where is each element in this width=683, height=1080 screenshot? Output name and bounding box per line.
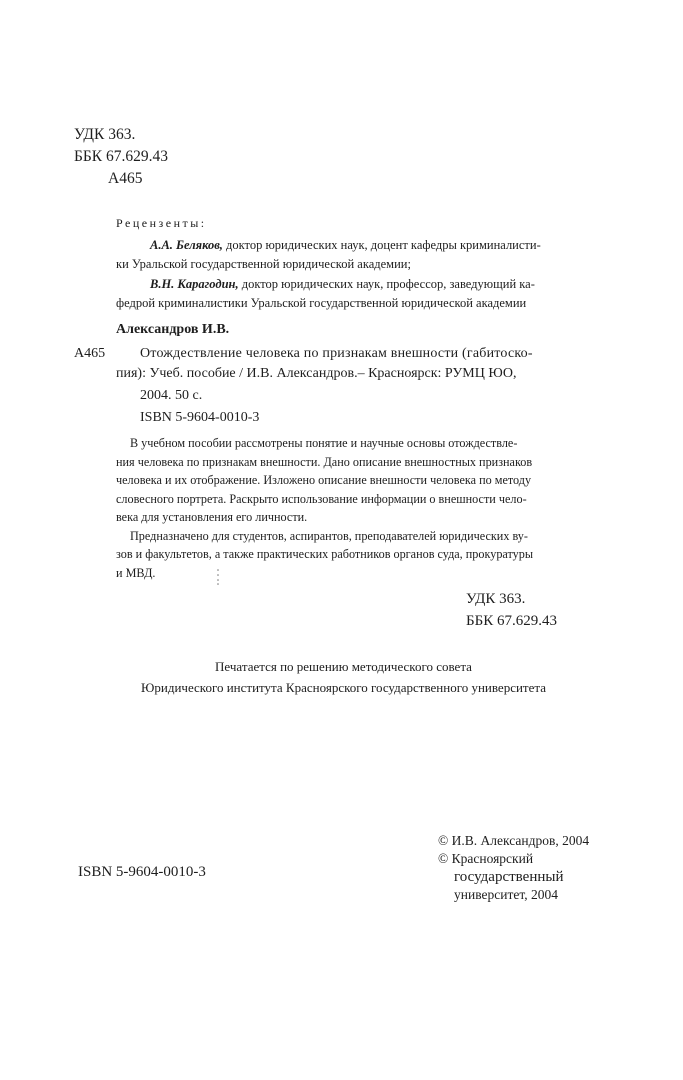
annotation-line-1: В учебном пособии рассмотрены понятие и научные основы отождествле- [130,436,518,450]
catalog-title-line-2: пия): Учеб. пособие / И.В. Александров.– Красноярск: РУМЦ ЮО, [116,366,517,381]
reviewers-heading: Рецензенты: [116,216,207,230]
catalog-code: А465 [74,346,106,361]
annotation-line-8: и МВД. [116,565,156,580]
annotation-line-7: зов и факультетов, а также практических работников органов суда, прокуратуры [116,547,534,561]
reviewer-1-line-2: ки Уральской государственной юридической академии; [116,257,411,271]
printed-by-line-2: Юридического института Красноярского государственного университета [141,680,546,695]
printed-by-note [116,656,571,698]
annotation-line-4: словесного портрета. Раскрыто использование информации о внешности чело- [116,491,527,506]
reviewer-2-name: В.Н. Карагодин, [150,277,239,291]
annotation-line-6: Предназначено для студентов, аспирантов, преподавателей юридических ву- [130,528,528,543]
udk-code-right: УДК 363. [466,591,526,607]
copyright-line-1: © И.В. Александров, 2004 [438,833,590,848]
reviewer-1-line-1 [150,236,541,255]
copyright-line-4: университет, 2004 [454,887,558,902]
udk-block-right [466,588,557,632]
reviewer-2-line-1 [150,275,535,294]
bbk-code-right: ББК 67.629.43 [466,613,557,629]
annotation-line-3: человека и их отображение. Изложено описание внешности человека по методу [116,473,532,487]
author-mark-code: А465 [108,170,143,187]
annotation-line-2: ния человека по признакам внешности. Дано описание внешностных признаков [116,454,533,469]
reviewer-1-title: доктор юридических наук, доцент кафедры криминалисти- [222,238,541,252]
reviewer-2-line-2: федрой криминалистики Уральской государственной юридической академии [116,296,527,310]
reviewer-2-title: доктор юридических наук, профессор, заведующий ка- [238,277,535,291]
catalog-title-line-3: 2004. 50 с. [140,388,203,403]
isbn-bottom: ISBN 5-9604-0010-3 [78,864,206,880]
udk-code: УДК 363. [74,126,136,143]
catalog-author: Александров И.В. [116,322,230,337]
copyright-line-3: государственный [454,869,564,885]
udk-block-top [74,124,168,190]
catalog-title-line-1: Отождествление человека по признакам внешности (габитоско- [140,346,533,361]
scan-speck [216,568,220,586]
printed-by-line-1: Печатается по решению методического совета [215,659,472,674]
copyright-line-2: © Красноярский [438,851,534,866]
annotation-line-5: века для установления его личности. [116,510,308,524]
catalog-isbn: ISBN 5-9604-0010-3 [140,410,260,425]
bbk-code: ББК 67.629.43 [74,148,169,165]
reviewer-1-name: А.А. Беляков, [150,238,223,252]
